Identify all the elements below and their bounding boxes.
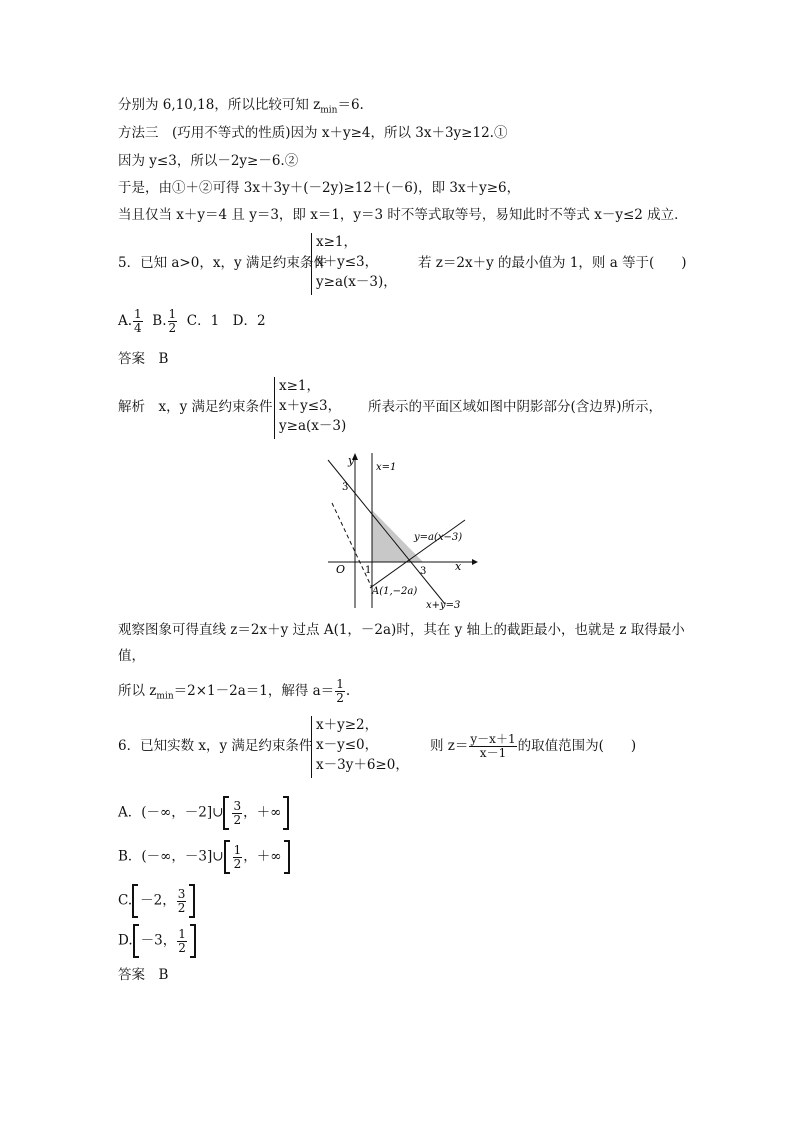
q5-observe-1: 观察图象可得直线 z＝2x＋y 过点 A(1，－2a)时，其在 y 轴上的截距最小，也就是 z 取得最小 <box>118 622 685 638</box>
x-axis-arrow <box>472 559 478 565</box>
q5-answer: 答案 B <box>118 351 169 367</box>
origin-label: O <box>336 563 346 576</box>
text-line-5: 当且仅当 x＋y＝4 且 y＝3，即 x＝1，y＝3 时不等式取等号，易知此时不等式 x－y≤2 成立． <box>118 207 688 223</box>
text-line-1: 分别为 6,10,18，所以比较可知 $z_{min}=6$. <box>118 97 364 116</box>
text-line-2: 方法三 (巧用不等式的性质)因为 x＋y≥4，所以 3x＋3y≥12.① <box>118 125 508 141</box>
q6-option-c: C. －2， $\frac{3}{2}$ <box>118 884 195 918</box>
region-figure <box>320 448 480 613</box>
x-axis-label: x <box>455 560 462 573</box>
q5-options: A. $\frac{1}{4}$ B. $\frac{1}{2}$ C．1 D．2 <box>118 307 266 335</box>
q6-option-b: B．(－∞，－3]∪ $\frac{1}{2}$ ，＋∞ <box>118 840 290 874</box>
q6-option-d: D. －3， $\frac{1}{2}$ <box>118 924 196 958</box>
label-x-plus-y: x+y=3 <box>426 600 461 611</box>
label-x-eq-1: x=1 <box>376 462 397 473</box>
q5-analysis-constraints: x≥1， x＋y≤3， y≥a(x－3) <box>279 378 347 434</box>
q6-option-a: A．(－∞，－2]∪ $\frac{3}{2}$ ，＋∞ <box>118 796 289 830</box>
label-point-a: A(1,−2a) <box>372 586 418 597</box>
tick-y-3: 3 <box>342 482 349 493</box>
q6-constraints: x＋y≥2， x－y≤0， x－3y＋6≥0， <box>316 717 409 773</box>
q5-solution: 所以 $z_{min}=2\times 1-2a=1$，解得 a＝ $\frac{1}{2}$ . <box>118 677 351 705</box>
tick-x-3: 3 <box>420 566 427 577</box>
y-axis-label: y <box>348 454 355 467</box>
q5-analysis-tail: 所表示的平面区域如图中阴影部分(含边界)所示， <box>368 399 663 415</box>
q5-constraints: x≥1， x＋y≤3， y≥a(x－3)， <box>316 234 397 290</box>
label-line-a: y=a(x−3) <box>414 532 463 543</box>
q6-stem: 6．已知实数 x，y 满足约束条件 <box>118 738 313 754</box>
q5-stem: 5．已知 a>0，x，y 满足约束条件 <box>118 255 327 271</box>
q6-brace <box>311 716 312 778</box>
text-line-4: 于是，由①＋②可得 3x＋3y＋(－2y)≥12＋(－6)，即 3x＋y≥6， <box>118 180 521 196</box>
q5-stem-tail: 若 z＝2x＋y 的最小值为 1，则 a 等于( ) <box>418 255 687 271</box>
q6-stem-tail: 则 z＝ $\frac{y-x+1}{x-1}$ 的取值范围为( ) <box>430 732 637 760</box>
q5-analysis-brace <box>274 377 275 439</box>
q5-observe-2: 值， <box>118 648 145 664</box>
q5-brace <box>311 233 312 295</box>
q5-analysis: 解析 x，y 满足约束条件 <box>118 399 273 415</box>
q6-answer: 答案 B <box>118 967 169 983</box>
tick-x-1: 1 <box>365 565 372 576</box>
text-line-3: 因为 y≤3，所以－2y≥－6.② <box>118 153 299 169</box>
